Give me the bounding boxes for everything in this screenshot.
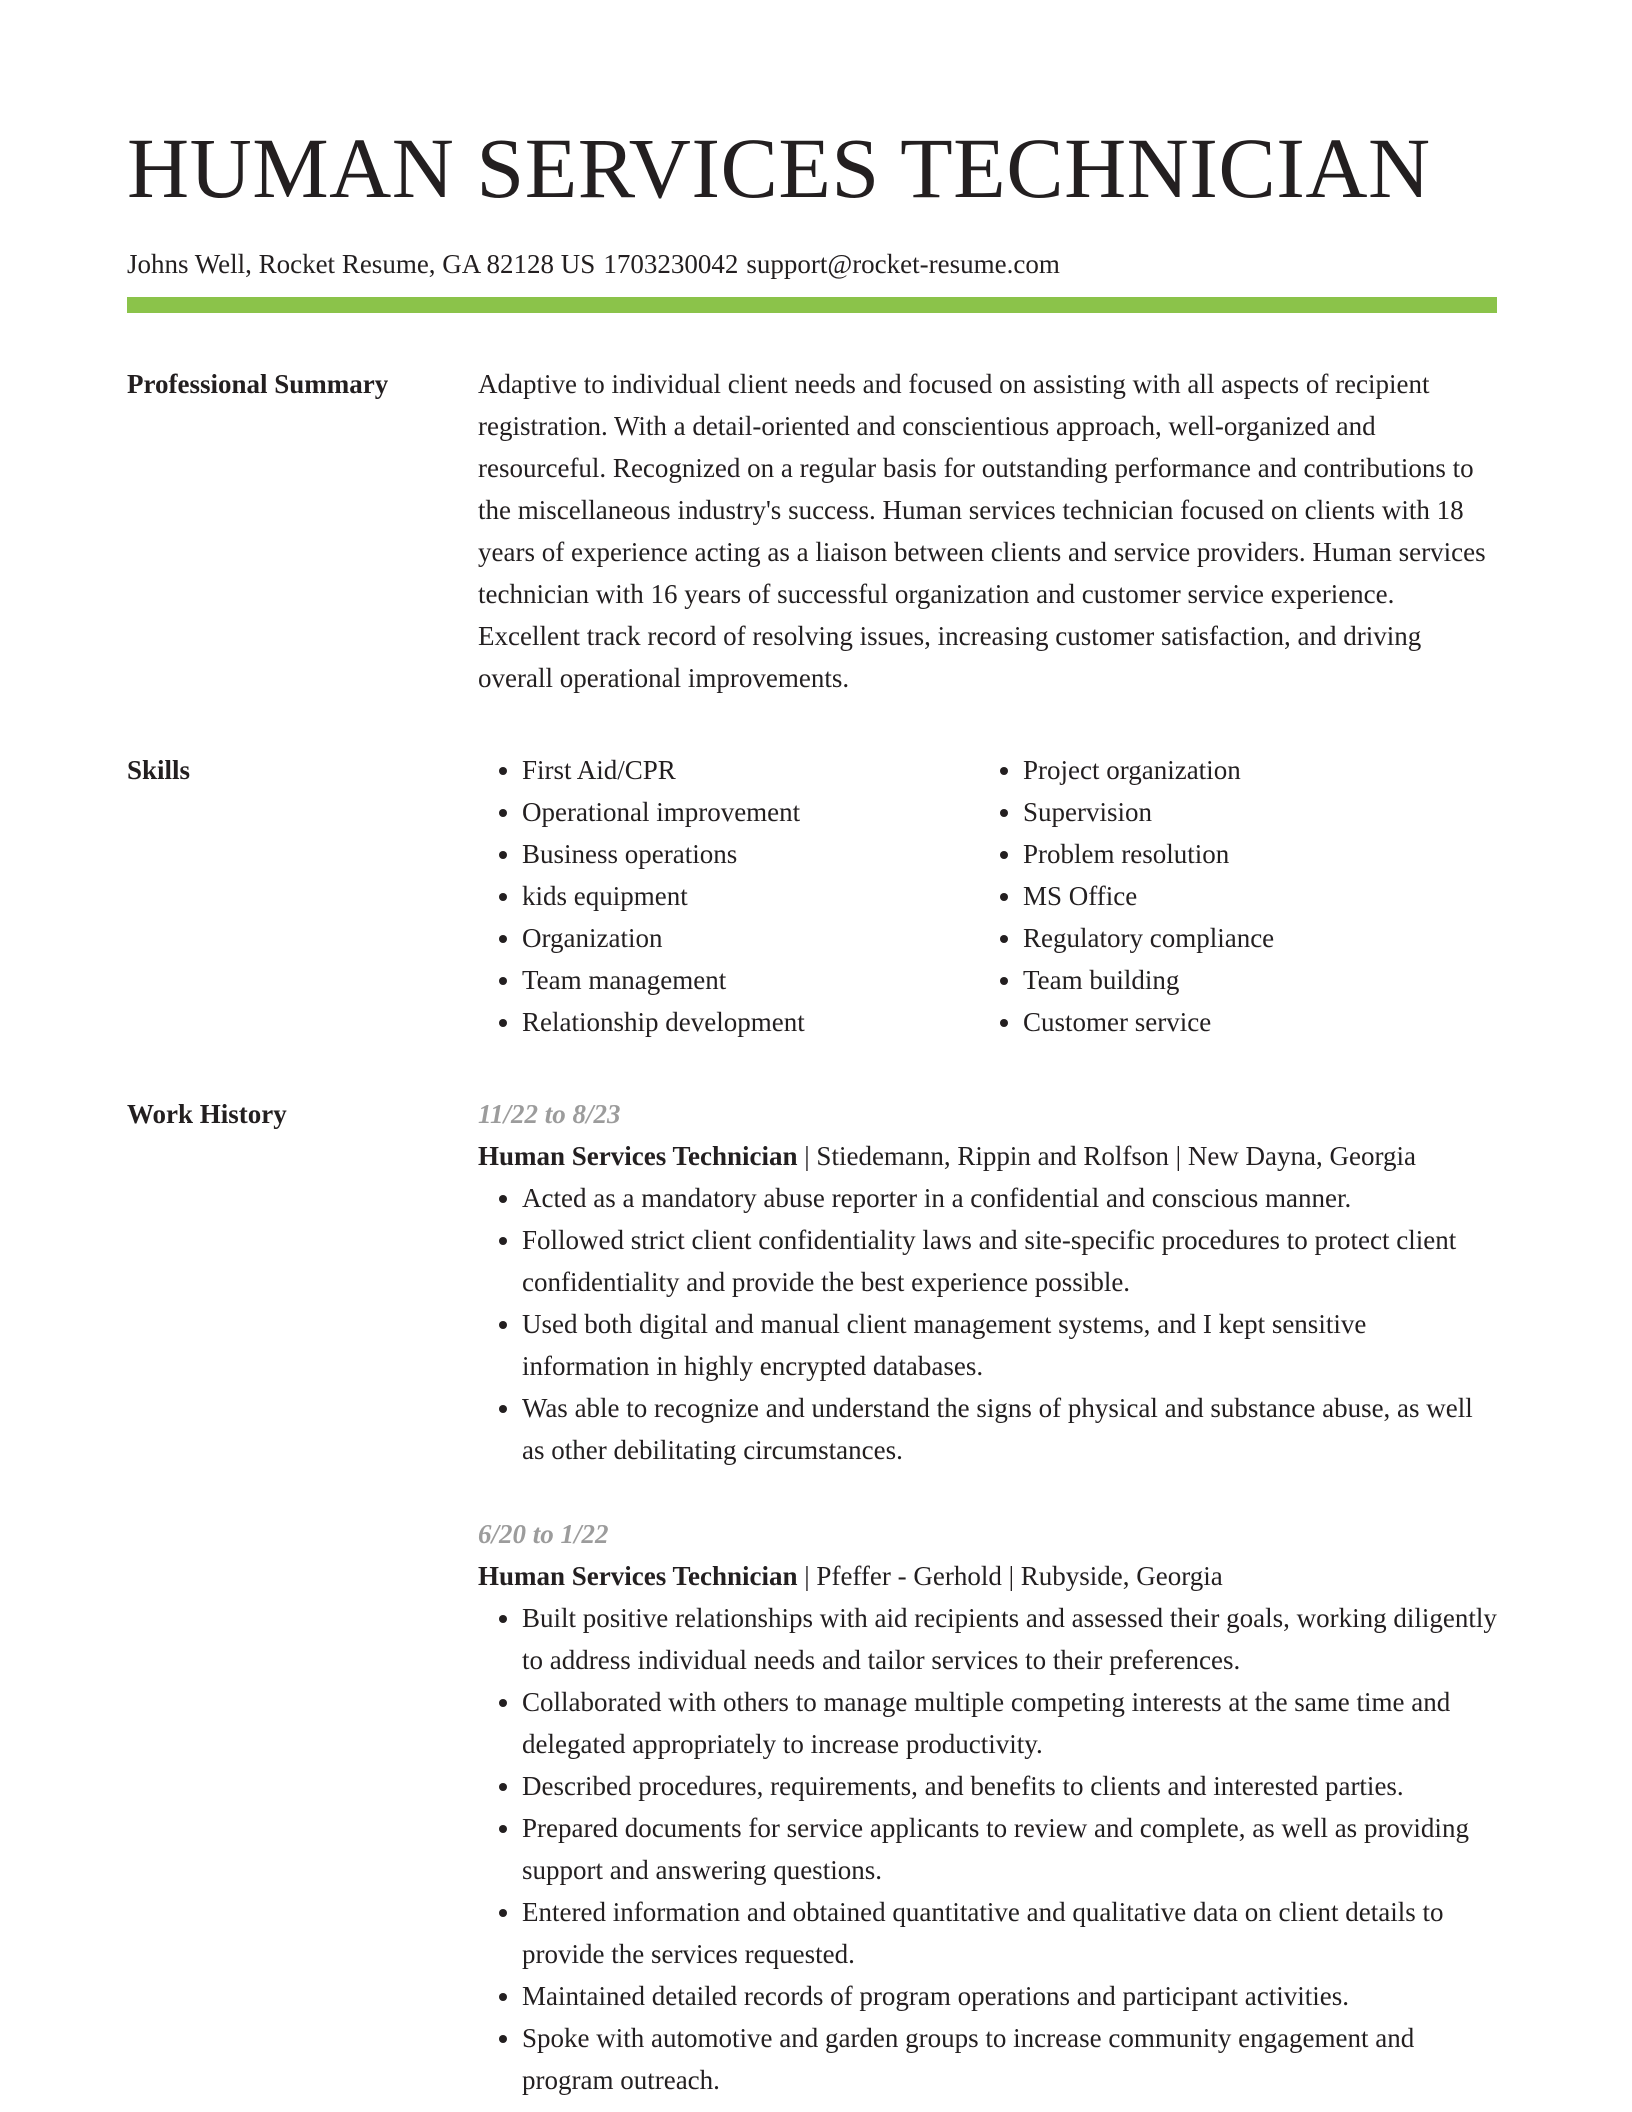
skill-item: • kids equipment	[522, 875, 979, 917]
job-duty: • Followed strict client confidentiality laws and site-specific procedures to protect client confidentiality and provide the best experience possible.	[522, 1219, 1497, 1303]
summary-label: Professional Summary	[127, 369, 389, 399]
skill-item: • Team management	[522, 959, 979, 1001]
skill-item: • Business operations	[522, 833, 979, 875]
work-history-label: Work History	[127, 1099, 287, 1129]
job-duties-list	[478, 1177, 1497, 1471]
job-entry	[478, 1513, 1497, 2101]
job-duty: • Used both digital and manual client management systems, and I kept sensitive information in highly encrypted databases.	[522, 1303, 1497, 1387]
skills-label: Skills	[127, 755, 191, 785]
job-employer-location: | Pfeffer - Gerhold | Rubyside, Georgia	[797, 1561, 1223, 1591]
skill-item: • Team building	[1023, 959, 1480, 1001]
skill-item: • First Aid/CPR	[522, 749, 979, 791]
job-duty: • Entered information and obtained quantitative and qualitative data on client details to provide the services requested.	[522, 1891, 1497, 1975]
contact-email: support@rocket-resume.com	[746, 249, 1060, 279]
job-duty: • Was able to recognize and understand the signs of physical and substance abuse, as well as other debilitating circumstances.	[522, 1387, 1497, 1471]
resume-name-heading: HUMAN SERVICES TECHNICIAN	[127, 120, 1431, 216]
skill-item: • Customer service	[1023, 1001, 1480, 1043]
job-dates: 11/22 to 8/23	[478, 1099, 621, 1129]
skills-list-left	[478, 749, 979, 1043]
job-duty: • Acted as a mandatory abuse reporter in a confidential and conscious manner.	[522, 1177, 1497, 1219]
skill-item: • Supervision	[1023, 791, 1480, 833]
skill-item: • Project organization	[1023, 749, 1480, 791]
skill-item: • Problem resolution	[1023, 833, 1480, 875]
job-employer-location: | Stiedemann, Rippin and Rolfson | New Dayna, Georgia	[797, 1141, 1416, 1171]
job-duty: • Collaborated with others to manage multiple competing interests at the same time and delegated appropriately to increase productivity.	[522, 1681, 1497, 1765]
skill-item: • MS Office	[1023, 875, 1480, 917]
job-duty: • Built positive relationships with aid recipients and assessed their goals, working diligently to address individual needs and tailor services to their preferences.	[522, 1597, 1497, 1681]
skills-section	[127, 749, 1497, 1043]
job-title: Human Services Technician	[478, 1561, 798, 1591]
job-title: Human Services Technician	[478, 1141, 798, 1171]
resume-page	[127, 0, 1497, 2101]
job-entry	[478, 1093, 1497, 1471]
skill-item: • Organization	[522, 917, 979, 959]
summary-text: Adaptive to individual client needs and focused on assisting with all aspects of recipient registration. With a detail-oriented and conscientious approach, well-organized and resourceful. Recognized on a regular basis for outstanding performance and contributions to the miscellaneous industry's success. Human services technician focused on clients with 18 years of experience acting as a liaison between clients and service providers. Human services technician with 16 years of successful organization and customer service experience. Excellent track record of resolving issues, increasing customer satisfaction, and driving overall operational improvements.	[478, 369, 1486, 693]
job-duties-list	[478, 1597, 1497, 2101]
job-title-line	[478, 1555, 1497, 1597]
contact-line	[127, 246, 1497, 282]
work-history-section	[127, 1093, 1497, 2101]
accent-divider	[127, 297, 1497, 313]
summary-section	[127, 363, 1497, 699]
contact-phone: 1703230042	[603, 249, 739, 279]
job-duty: • Spoke with automotive and garden groups to increase community engagement and program outreach.	[522, 2017, 1497, 2101]
skill-item: • Regulatory compliance	[1023, 917, 1480, 959]
job-duty: • Maintained detailed records of program operations and participant activities.	[522, 1975, 1497, 2017]
job-dates: 6/20 to 1/22	[478, 1519, 609, 1549]
job-duty: • Prepared documents for service applicants to review and complete, as well as providing support and answering questions.	[522, 1807, 1497, 1891]
job-title-line	[478, 1135, 1497, 1177]
skill-item: • Operational improvement	[522, 791, 979, 833]
skills-list-right	[979, 749, 1480, 1043]
job-duty: • Described procedures, requirements, and benefits to clients and interested parties.	[522, 1765, 1497, 1807]
contact-address: Johns Well, Rocket Resume, GA 82128 US	[127, 249, 596, 279]
skill-item: • Relationship development	[522, 1001, 979, 1043]
